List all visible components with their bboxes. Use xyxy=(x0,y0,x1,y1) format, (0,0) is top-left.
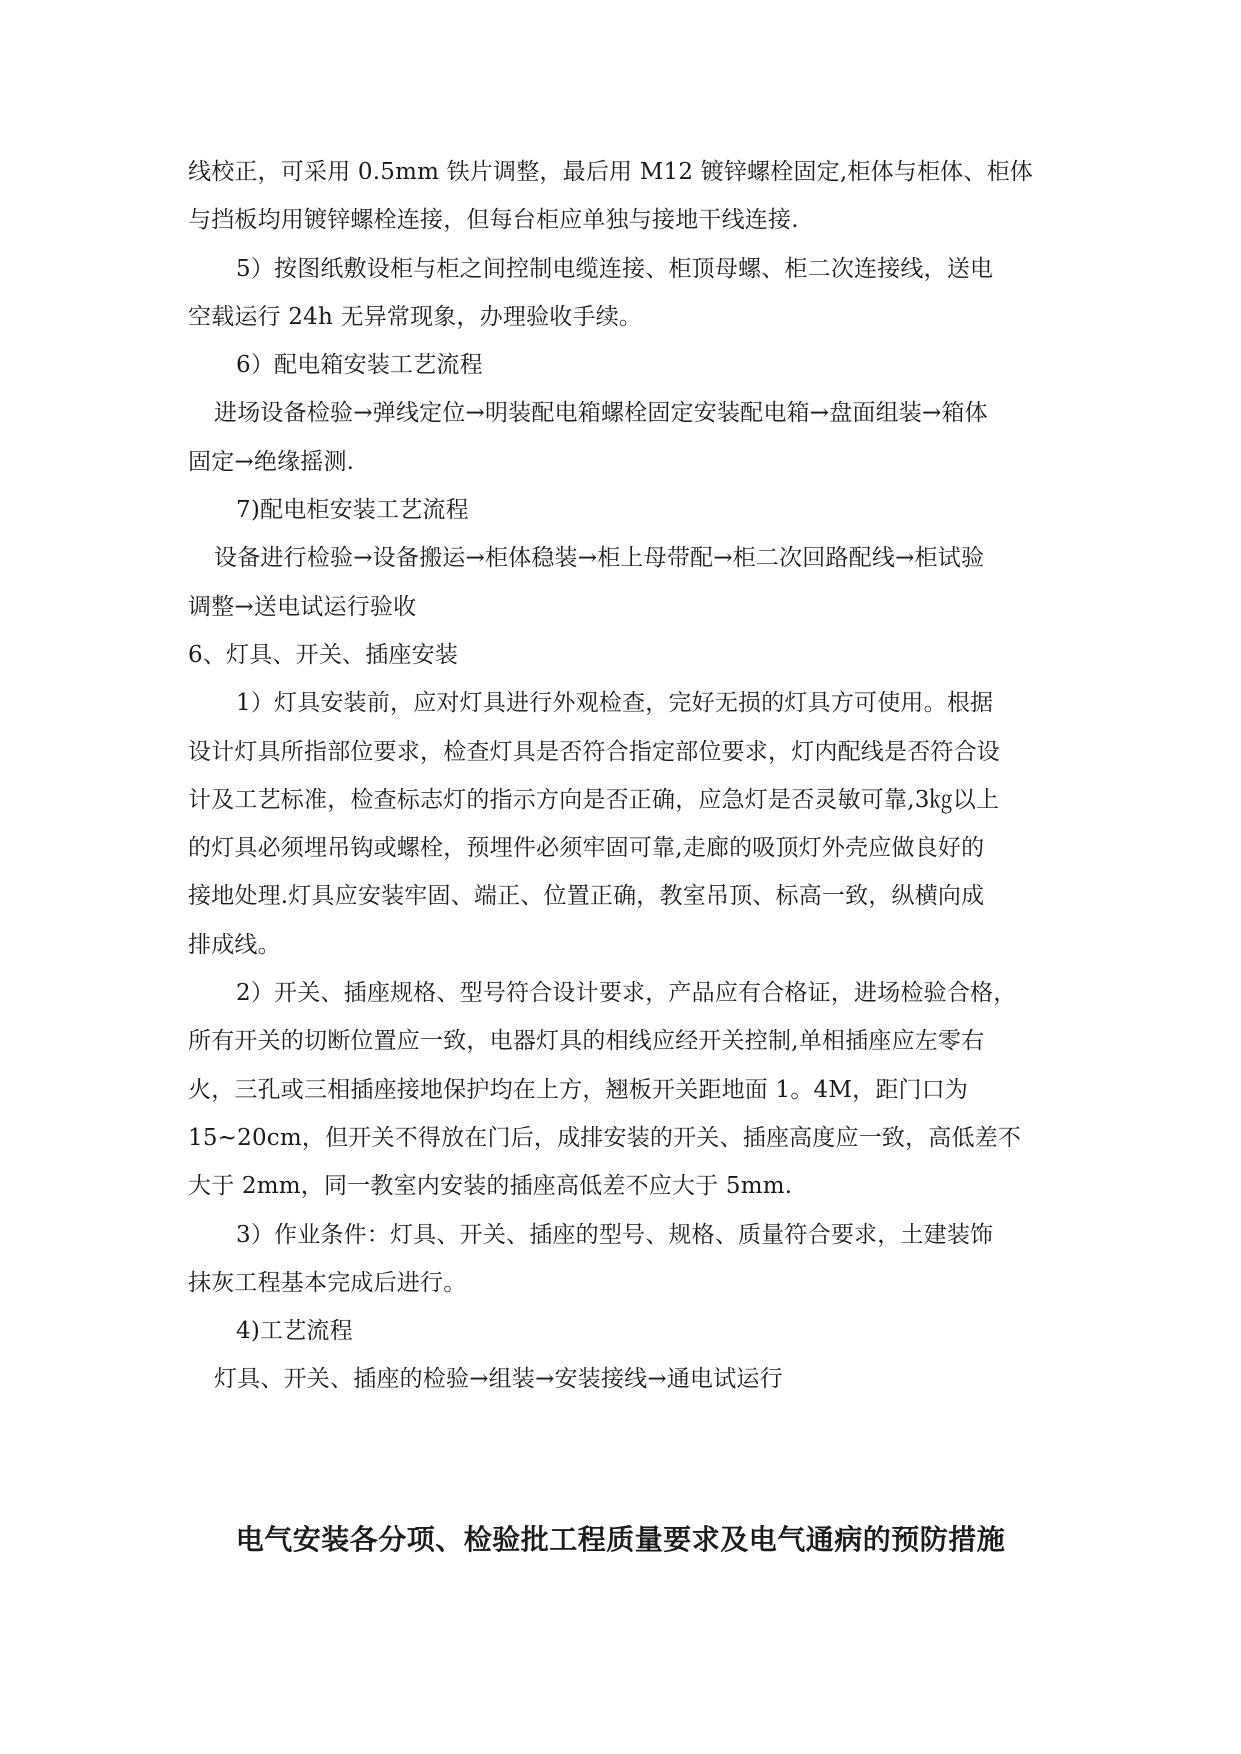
text-line: 灯具、开关、插座的检验→组装→安装接线→通电试运行 xyxy=(214,1366,783,1393)
text-line: 与挡板均用镀锌螺栓连接，但每台柜应单独与接地干线连接. xyxy=(188,207,799,234)
text-line: 大于 2mm，同一教室内安装的插座高低差不应大于 5mm. xyxy=(188,1173,793,1200)
text-line: 5）按图纸敷设柜与柜之间控制电缆连接、柜顶母螺、柜二次连接线，送电 xyxy=(236,255,994,282)
text-line: 火，三孔或三相插座接地保护均在上方，翘板开关距地面 1。4M，距门口为 xyxy=(188,1076,969,1103)
text-line: 7)配电柜安装工艺流程 xyxy=(236,497,469,524)
text-line: 空载运行 24h 无异常现象，办理验收手续。 xyxy=(188,303,643,330)
text-line: 3）作业条件：灯具、开关、插座的型号、规格、质量符合要求，土建装饰 xyxy=(236,1221,994,1248)
text-line: 线校正，可采用 0.5mm 铁片调整，最后用 M12 镀锌螺栓固定,柜体与柜体、柜体 xyxy=(188,159,1033,185)
page-title: 电气安装各分项、检验批工程质量要求及电气通病的预防措施 xyxy=(235,1523,1006,1556)
text-line: 2）开关、插座规格、型号符合设计要求，产品应有合格证，进场检验合格， xyxy=(236,980,1017,1007)
text-line: 调整→送电试运行验收 xyxy=(188,593,417,620)
text-line: 所有开关的切断位置应一致，电器灯具的相线应经开关控制,单相插座应左零右 xyxy=(188,1028,985,1055)
text-line: 15~20cm，但开关不得放在门后，成排安装的开关、插座高度应一致，高低差不 xyxy=(188,1124,1022,1151)
text-line: 6）配电箱安装工艺流程 xyxy=(236,352,483,379)
text-line: 设备进行检验→设备搬运→柜体稳装→柜上母带配→柜二次回路配线→柜试验 xyxy=(214,545,985,572)
text-line: 计及工艺标准，检查标志灯的指示方向是否正确，应急灯是否灵敏可靠,3㎏以上 xyxy=(188,786,1000,813)
text-line: 进场设备检验→弹线定位→明装配电箱螺栓固定安装配电箱→盘面组装→箱体 xyxy=(214,400,988,427)
text-line: 1）灯具安装前，应对灯具进行外观检查，完好无损的灯具方可使用。根据 xyxy=(236,690,994,717)
text-line: 抹灰工程基本完成后进行。 xyxy=(188,1269,467,1296)
text-line: 4)工艺流程 xyxy=(236,1318,353,1345)
text-line: 固定→绝缘摇测. xyxy=(188,448,355,475)
text-line: 设计灯具所指部位要求，检查灯具是否符合指定部位要求，灯内配线是否符合设 xyxy=(188,738,1000,765)
section-heading: 6、灯具、开关、插座安装 xyxy=(188,641,459,668)
text-line: 排成线。 xyxy=(188,931,281,958)
text-line: 接地处理.灯具应安装牢固、端正、位置正确，教室吊顶、标高一致，纵横向成 xyxy=(188,883,985,910)
body-text xyxy=(188,148,1058,1404)
text-line: 的灯具必须埋吊钩或螺栓，预埋件必须牢固可靠,走廊的吸顶灯外壳应做良好的 xyxy=(188,835,985,862)
